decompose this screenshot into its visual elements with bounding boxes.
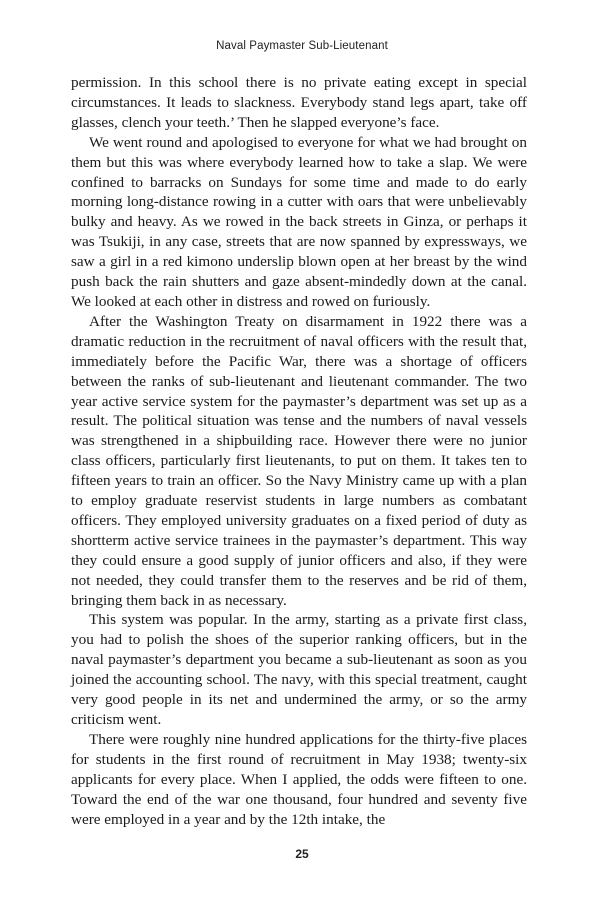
paragraph-applications: There were roughly nine hundred applications for the thirty-five places for students in the first round of recruitment in May 1938; twenty-six applicants for every place. When I applied, the odds were fifteen to one. Toward the end of the war one thousand, four hundred and seventy five were employed in a year and by the 12th intake, the [71,730,527,828]
paragraph-apology: We went round and apologised to everyone for what we had brought on them but this was where everybody learned how to take a slap. We were confined to barracks on Sundays for some time and made to do early morning long-distance rowing in a cutter with oars that were unbelievably bulky and heavy. As we rowed in the back streets in Ginza, or perhaps it was Tsukiji, in any case, streets that are now spanned by expressways, we saw a girl in a red kimono underslip blown open at her breast by the wind push back the rain shutters and gaze absent-mindedly down at the canal. We looked at each other in distress and rowed on furiously. [71,133,527,310]
page-number: 25 [295,847,309,861]
body-text [71,73,527,829]
paragraph-washington-treaty: After the Washington Treaty on disarmament in 1922 there was a dramatic reduction in the recruitment of naval officers with the result that, immediately before the Pacific War, there was a shortage of officers between the ranks of sub-lieutenant and lieutenant commander. The two year active service system for the paymaster’s department was set up as a result. The political situation was tense and the numbers of naval vessels was strengthened in a shipbuilding race. However there were no junior class officers, particularly first lieutenants, to put on them. It takes ten to fifteen years to train an officer. So the Navy Ministry came up with a plan to employ graduate reservist students in large numbers as combatant officers. They employed university graduates on a fixed period of duty as shortterm active service trainees in the paymaster’s department. This way they could ensure a good supply of junior officers and also, if they were not needed, they could transfer them to the reserves and be rid of them, bringing them back in as necessary. [71,312,527,609]
paragraph-system-popular: This system was popular. In the army, starting as a private first class, you had to polish the shoes of the superior ranking officers, but in the naval paymaster’s department you became a sub-lieutenant as soon as you joined the accounting school. The navy, with this special treatment, caught very good people in its net and undermined the army, or so the army criticism went. [71,611,527,728]
running-head-title: Naval Paymaster Sub-Lieutenant [216,40,388,52]
paragraph-continued: permission. In this school there is no private eating except in special circumstances. It leads to slackness. Everybody stand legs apart, take off glasses, clench your teeth.’ Then he slapped everyone’s face. [71,74,527,131]
